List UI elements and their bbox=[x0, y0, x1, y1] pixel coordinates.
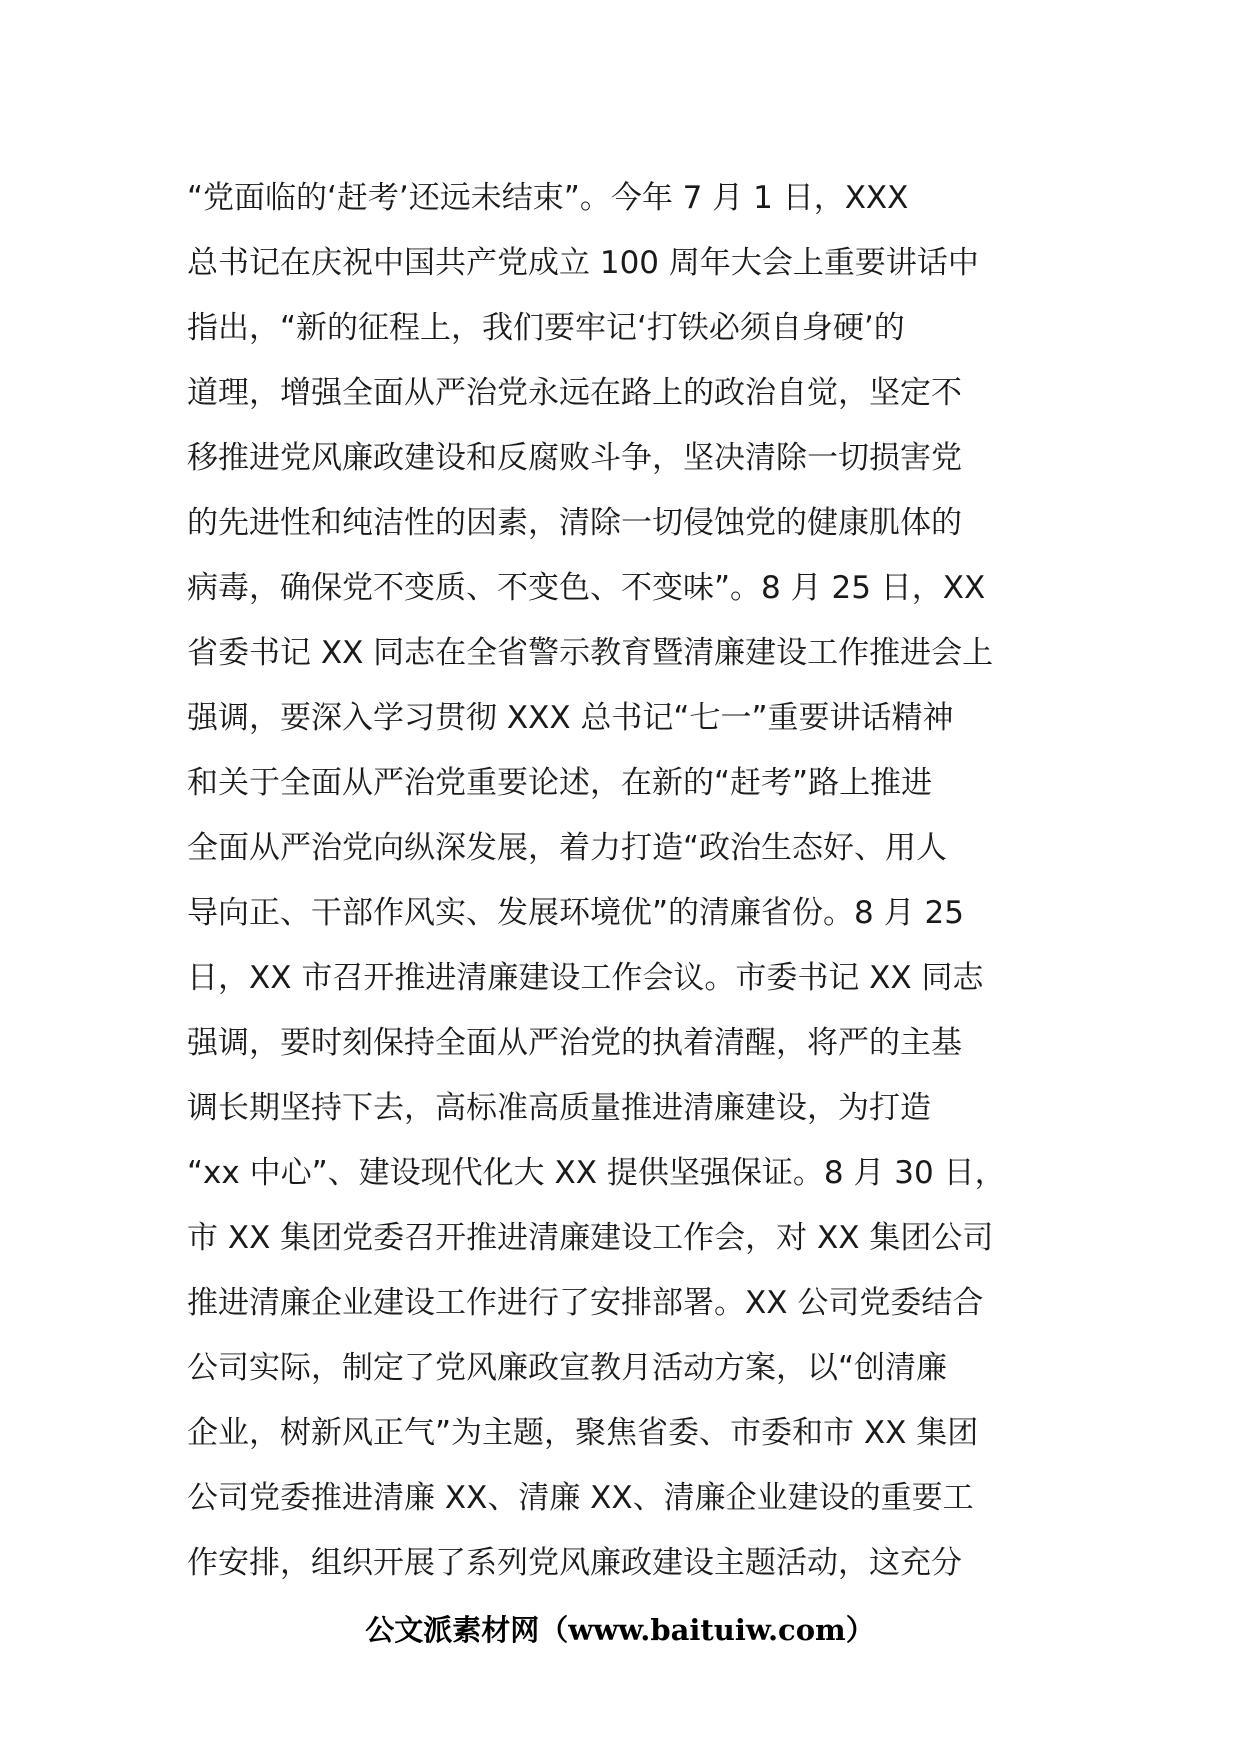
text-line: 导向正、干部作风实、发展环境优”的清廉省份。8 月 25 bbox=[187, 895, 964, 931]
text-line: 总书记在庆祝中国共产党成立 100 周年大会上重要讲话中 bbox=[187, 245, 979, 281]
text-line: “xx 中心”、建设现代化大 XX 提供坚强保证。8 月 30 日， bbox=[187, 1155, 1006, 1191]
text-line: 强调，要时刻保持全面从严治党的执着清醒，将严的主基 bbox=[187, 1025, 962, 1061]
text-line: 市 XX 集团党委召开推进清廉建设工作会，对 XX 集团公司 bbox=[187, 1220, 994, 1256]
text-line: 调长期坚持下去，高标准高质量推进清廉建设，为打造 bbox=[187, 1090, 931, 1126]
text-line: 公司实际，制定了党风廉政宣教月活动方案，以“创清廉 bbox=[187, 1350, 948, 1386]
text-line: 公司党委推进清廉 XX、清廉 XX、清廉企业建设的重要工 bbox=[187, 1480, 974, 1516]
text-line: 日，XX 市召开推进清廉建设工作会议。市委书记 XX 同志 bbox=[187, 960, 984, 996]
text-line: 强调，要深入学习贯彻 XXX 总书记“七一”重要讲话精神 bbox=[187, 700, 954, 736]
text-line: “党面临的‘赶考’还远未结束”。今年 7 月 1 日，XXX bbox=[187, 180, 909, 216]
text-line: 道理，增强全面从严治党永远在路上的政治自觉，坚定不 bbox=[187, 375, 962, 411]
text-line: 作安排，组织开展了系列党风廉政建设主题活动，这充分 bbox=[187, 1545, 962, 1581]
text-line: 的先进性和纯洁性的因素，清除一切侵蚀党的健康肌体的 bbox=[187, 505, 962, 541]
text-line: 病毒，确保党不变质、不变色、不变味”。8 月 25 日，XX bbox=[187, 570, 986, 606]
body-paragraph bbox=[187, 166, 1087, 1596]
text-line: 全面从严治党向纵深发展，着力打造“政治生态好、用人 bbox=[187, 830, 948, 866]
text-line: 和关于全面从严治党重要论述，在新的“赶考”路上推进 bbox=[187, 765, 933, 801]
text-line: 移推进党风廉政建设和反腐败斗争，坚决清除一切损害党 bbox=[187, 440, 962, 476]
text-line: 推进清廉企业建设工作进行了安排部署。XX 公司党委结合 bbox=[187, 1285, 984, 1321]
text-line: 企业，树新风正气”为主题，聚焦省委、市委和市 XX 集团 bbox=[187, 1415, 979, 1451]
text-line: 指出，“新的征程上，我们要牢记‘打铁必须自身硬’的 bbox=[187, 310, 905, 346]
text-line: 省委书记 XX 同志在全省警示教育暨清廉建设工作推进会上 bbox=[187, 635, 994, 671]
footer-watermark: 公文派素材网（www.baituiw.com） bbox=[365, 1613, 875, 1647]
